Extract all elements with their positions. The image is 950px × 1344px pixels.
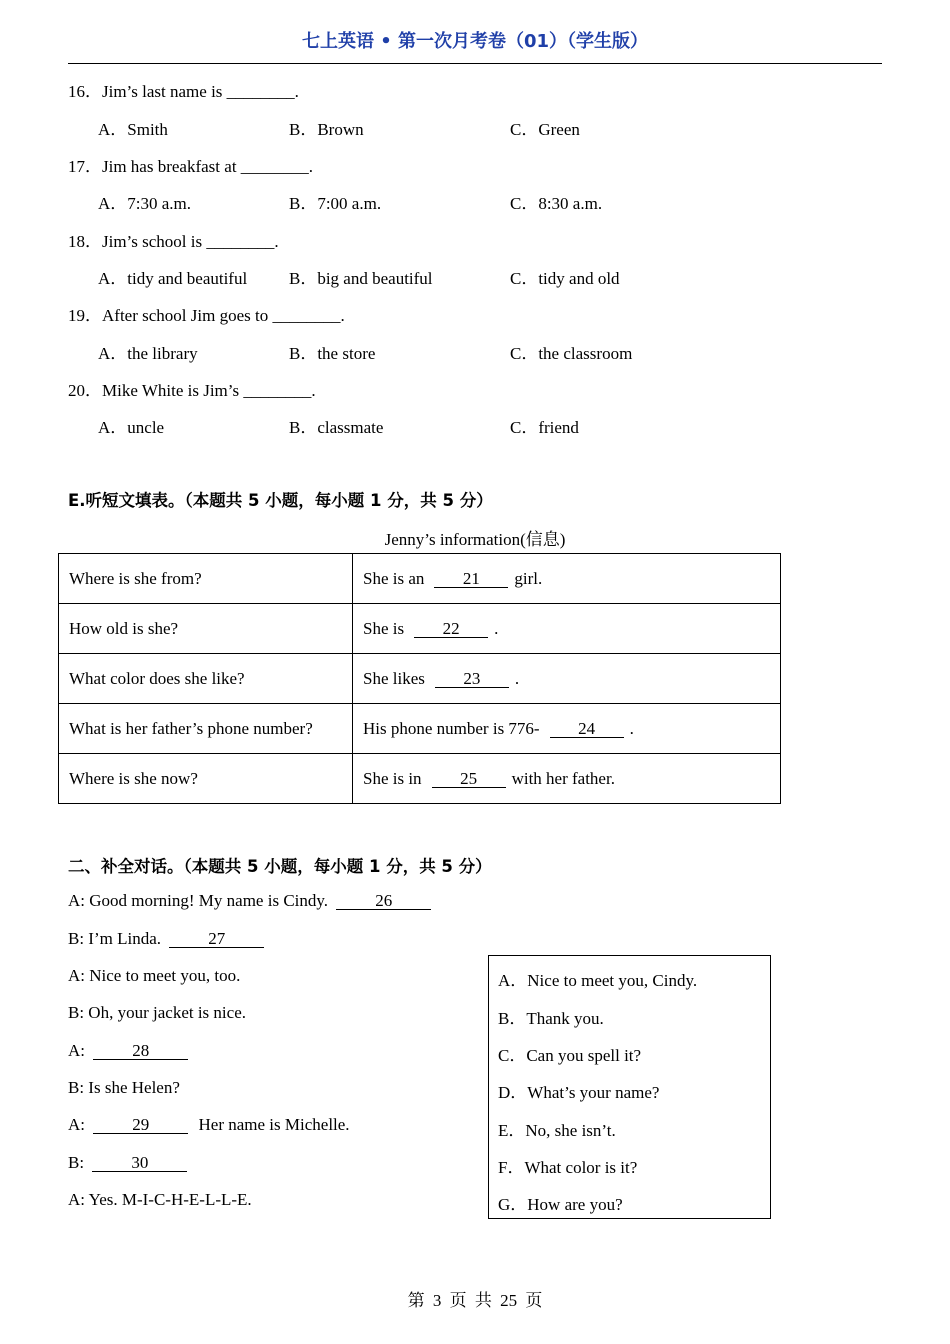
table-answer-cell	[353, 554, 781, 604]
table-row	[59, 704, 781, 754]
answer-blank[interactable]: 24	[550, 721, 624, 738]
dialogue-line	[68, 966, 240, 986]
dialogue-text: Her name is Michelle.	[198, 1115, 350, 1134]
option-b: B．classmate	[289, 418, 384, 437]
table-question-cell: Where is she from?	[59, 554, 353, 604]
question-stem: 18．Jim’s school is ________.	[68, 232, 279, 251]
option-item: D．What’s your name?	[498, 1083, 660, 1102]
answer-prefix: She is in	[363, 768, 422, 788]
dialogue-line	[68, 891, 431, 911]
answer-blank[interactable]: 21	[434, 571, 508, 588]
question-stem: 19．After school Jim goes to ________.	[68, 306, 345, 325]
answer-suffix: with her father.	[511, 768, 615, 788]
option-a: A．uncle	[98, 418, 165, 437]
option-item: B．Thank you.	[498, 1009, 604, 1028]
option-a: A．tidy and beautiful	[98, 269, 248, 288]
dialogue-line	[68, 1003, 246, 1023]
option-c: C．the classroom	[510, 344, 633, 363]
table-answer-cell	[353, 654, 781, 704]
option-b: B．7:00 a.m.	[289, 194, 382, 213]
dialogue-text: B: Oh, your jacket is nice.	[68, 1003, 246, 1022]
dialogue-blank[interactable]: 29	[93, 1117, 188, 1134]
dialogue-blank[interactable]: 26	[336, 893, 431, 910]
question-stem: 17．Jim has breakfast at ________.	[68, 157, 314, 176]
page-number: 第 3 页 共 25 页	[407, 1291, 543, 1310]
option-b: B．the store	[289, 344, 376, 363]
dialogue-blank[interactable]: 30	[92, 1155, 187, 1172]
dialogue-line	[68, 1115, 350, 1135]
dialogue-line	[68, 1078, 180, 1098]
option-a: A．7:30 a.m.	[98, 194, 192, 213]
table-question-cell: What is her father’s phone number?	[59, 704, 353, 754]
question-stem: 16．Jim’s last name is ________.	[68, 82, 299, 101]
table-row	[59, 604, 781, 654]
answer-blank[interactable]: 25	[432, 771, 506, 788]
page-header-title: 七上英语 • 第一次月考卷（01）（学生版）	[301, 31, 649, 52]
options-box	[488, 955, 771, 1219]
option-c: C．Green	[510, 120, 580, 139]
option-item: A．Nice to meet you, Cindy.	[498, 971, 698, 990]
option-a: A．the library	[98, 344, 198, 363]
dialogue-text: A:	[68, 1115, 85, 1134]
dialogue-text: B:	[68, 1153, 85, 1172]
info-table	[58, 553, 781, 804]
dialogue-text: B: Is she Helen?	[68, 1078, 180, 1097]
dialogue-line	[68, 1190, 252, 1210]
table-question-cell: What color does she like?	[59, 654, 353, 704]
table-row	[59, 654, 781, 704]
answer-prefix: She is	[363, 618, 405, 638]
header-divider	[68, 63, 882, 64]
table-question-cell: How old is she?	[59, 604, 353, 654]
dialogue-blank[interactable]: 28	[93, 1043, 188, 1060]
option-item: F．What color is it?	[498, 1158, 638, 1177]
option-item: G．How are you?	[498, 1195, 623, 1214]
dialogue-line	[68, 1153, 187, 1173]
table-answer-cell	[353, 604, 781, 654]
table-row	[59, 554, 781, 604]
answer-prefix: His phone number is 776-	[363, 718, 540, 738]
table-caption: Jenny’s information(信息)	[384, 530, 566, 549]
option-b: B．Brown	[289, 120, 364, 139]
answer-blank[interactable]: 23	[435, 671, 509, 688]
dialogue-text: A:	[68, 1041, 85, 1060]
option-c: C．friend	[510, 418, 579, 437]
answer-suffix: .	[514, 668, 520, 688]
answer-suffix: girl.	[514, 568, 543, 588]
answer-prefix: She likes	[363, 668, 425, 688]
dialogue-text: B: I’m Linda.	[68, 929, 162, 948]
option-c: C．8:30 a.m.	[510, 194, 603, 213]
option-c: C．tidy and old	[510, 269, 620, 288]
table-row	[59, 754, 781, 804]
dialogue-line	[68, 1041, 188, 1061]
option-item: C．Can you spell it?	[498, 1046, 642, 1065]
answer-prefix: She is an	[363, 568, 425, 588]
table-question-cell: Where is she now?	[59, 754, 353, 804]
dialogue-blank[interactable]: 27	[169, 931, 264, 948]
dialogue-text: A: Nice to meet you, too.	[68, 966, 241, 985]
option-a: A．Smith	[98, 120, 168, 139]
section-2-title: 二、补全对话。（本题共 5 小题，每小题 1 分，共 5 分）	[68, 857, 492, 876]
answer-blank[interactable]: 22	[414, 621, 488, 638]
answer-suffix: .	[494, 618, 499, 638]
option-b: B．big and beautiful	[289, 269, 433, 288]
question-stem: 20．Mike White is Jim’s ________.	[68, 381, 316, 400]
dialogue-text: A: Good morning! My name is Cindy.	[68, 891, 329, 910]
dialogue-line	[68, 929, 264, 949]
table-answer-cell	[353, 704, 781, 754]
table-answer-cell	[353, 754, 781, 804]
option-item: E．No, she isn’t.	[498, 1121, 616, 1140]
answer-suffix: .	[629, 718, 634, 738]
section-e-title: E.听短文填表。（本题共 5 小题，每小题 1 分，共 5 分）	[68, 491, 493, 510]
dialogue-text: A: Yes. M-I-C-H-E-L-L-E.	[68, 1190, 252, 1209]
